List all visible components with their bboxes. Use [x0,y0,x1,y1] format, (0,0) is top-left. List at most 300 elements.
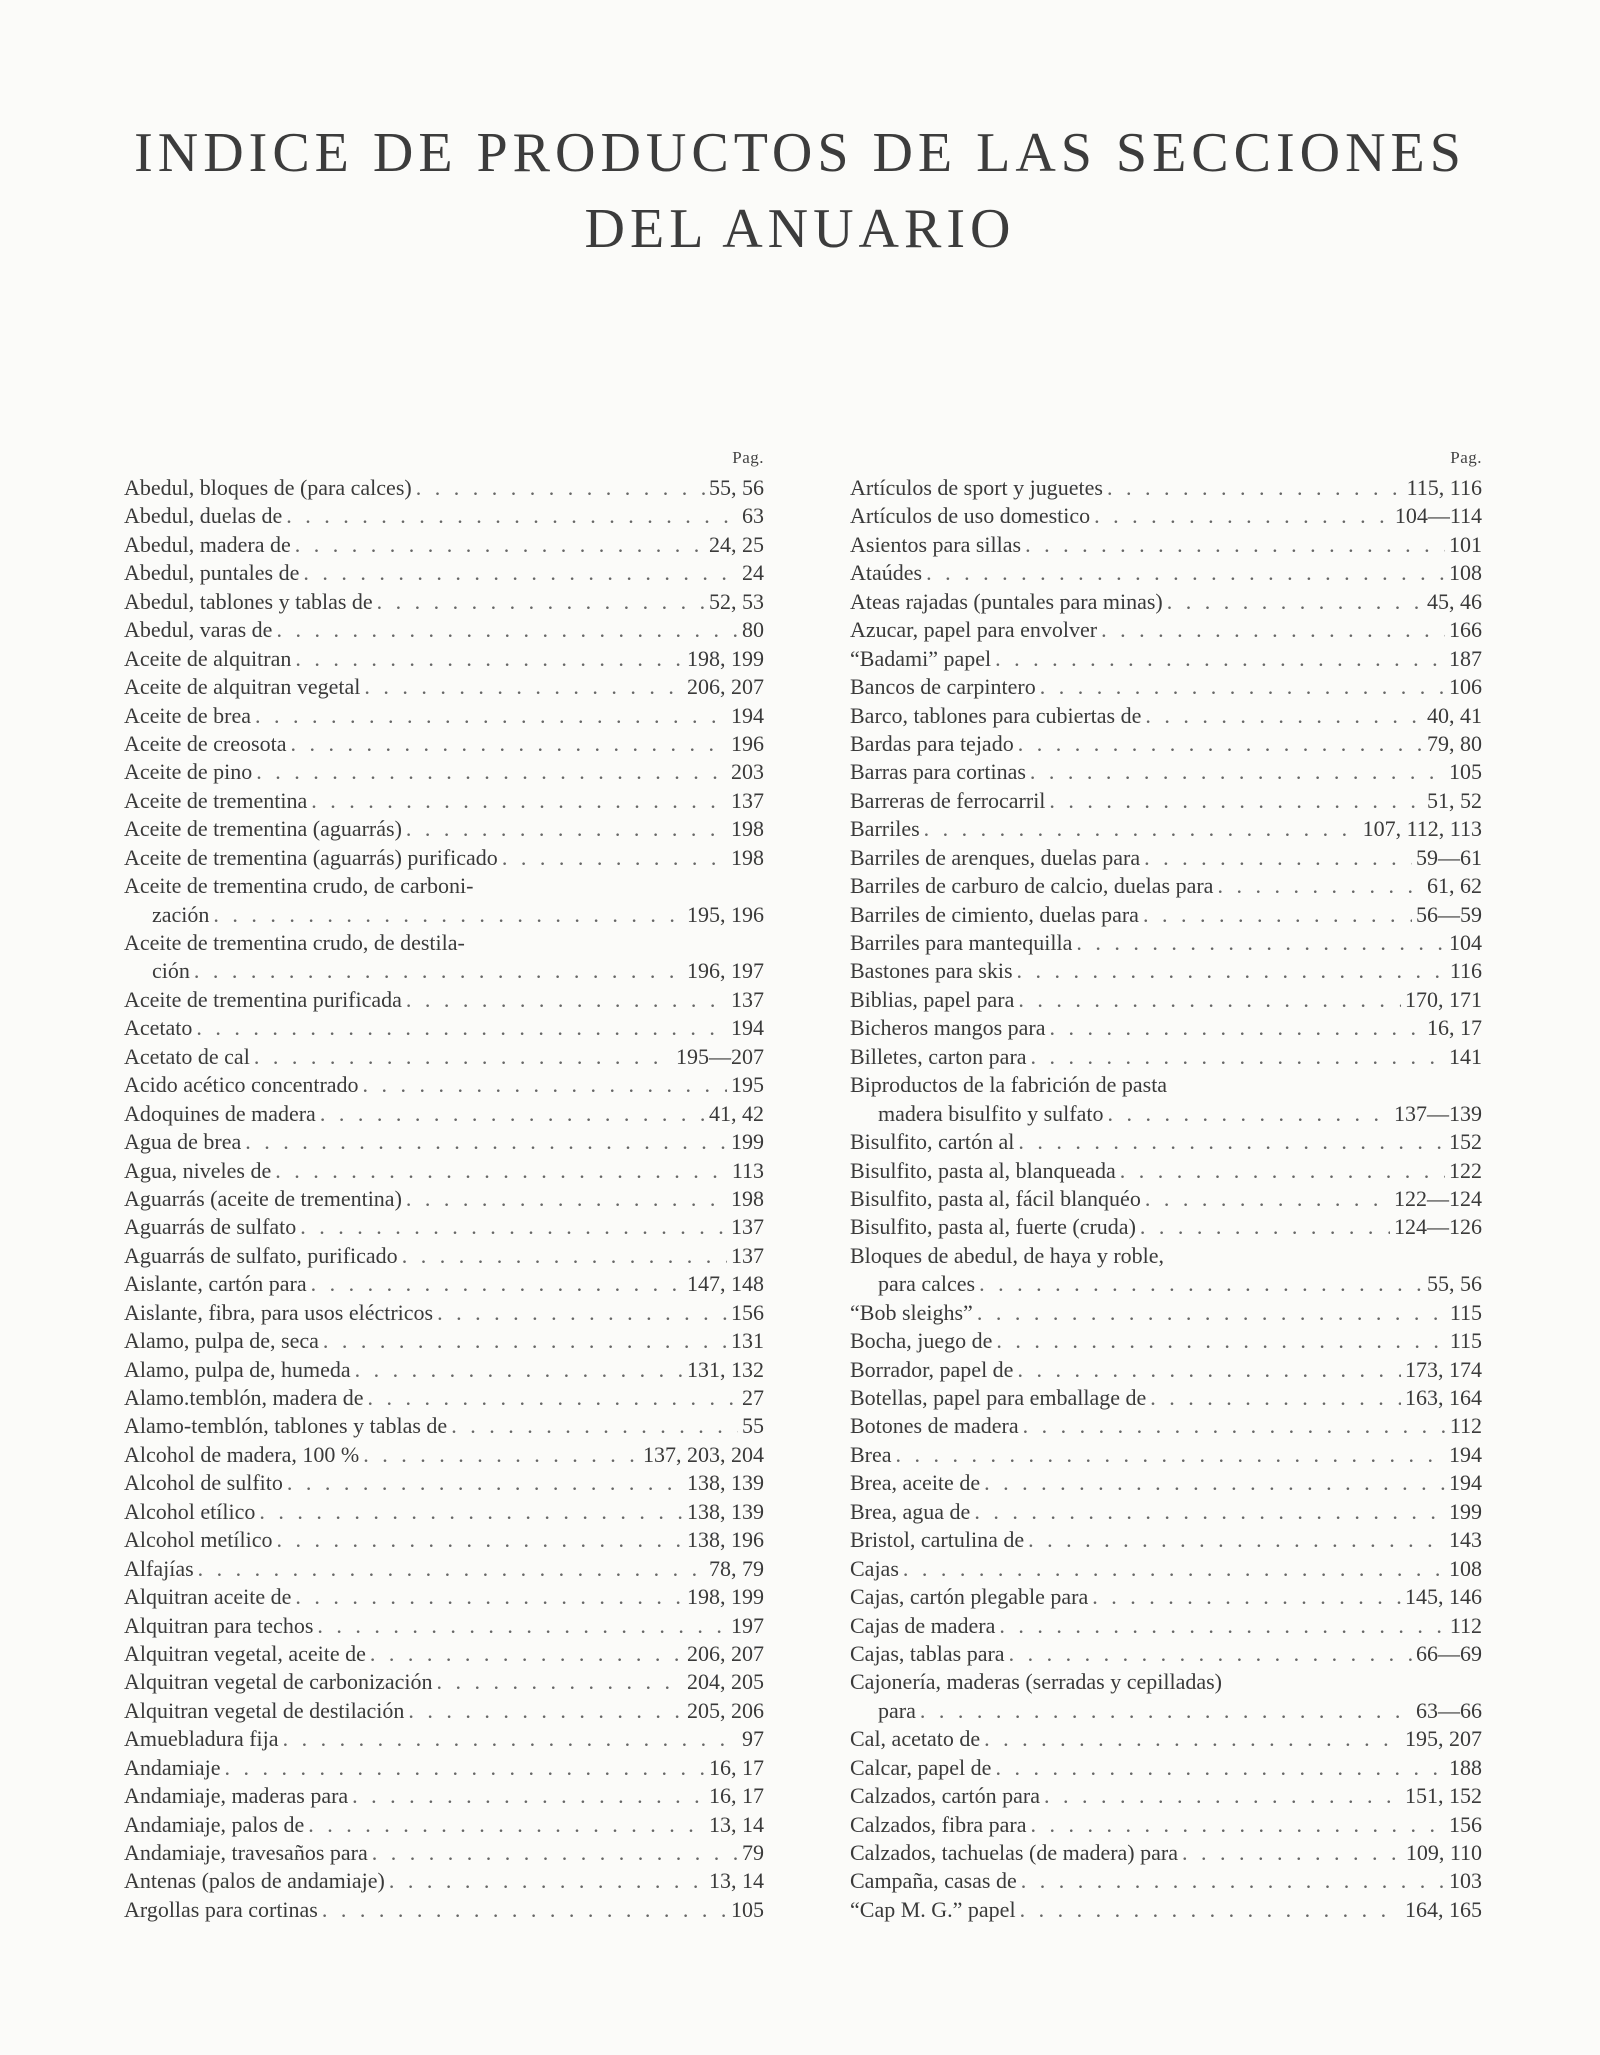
entry-label: Acetato de cal [124,1043,250,1069]
dot-leader [254,1043,672,1071]
dot-leader [1018,730,1423,758]
dot-leader [995,645,1445,673]
index-entry [124,1270,764,1298]
entry-pages: 141 [1449,1043,1482,1069]
dot-leader [1144,844,1412,872]
entry-label: Bocha, juego de [850,1328,993,1354]
entry-label: ción [152,958,190,984]
entry-label: Bristol, cartulina de [850,1527,1025,1553]
entry-pages: 80 [742,617,764,643]
dot-leader [1023,1412,1446,1440]
entry-pages: 104—114 [1394,503,1482,529]
entry-pages: 143 [1449,1527,1482,1553]
dot-leader [1025,531,1445,559]
entry-pages: 131 [731,1328,764,1354]
entry-pages: 59—61 [1416,844,1482,870]
entry-pages: 198 [731,816,764,842]
entry-pages: 116 [1449,958,1482,984]
entry-pages: 138, 139 [687,1498,764,1524]
entry-pages: 16, 17 [1427,1015,1482,1041]
entry-label: Alamo, pulpa de, humeda [124,1356,351,1382]
index-entry [124,645,764,673]
dot-leader [1009,1640,1412,1668]
index-entry [850,1668,1482,1696]
index-entry [850,1100,1482,1128]
dot-leader [225,1754,705,1782]
entry-label: Cajas, tablas para [850,1640,1005,1666]
index-entry [124,872,764,900]
entry-label: Cal, acetato de [850,1726,981,1752]
entry-pages: 131, 132 [687,1356,764,1382]
entry-pages: 194 [731,702,764,728]
index-entry [124,1213,764,1241]
entry-label: Cajas [850,1555,899,1581]
entry-pages: 195 [731,1072,764,1098]
entry-pages: 40, 41 [1427,702,1482,728]
dot-leader [1021,1867,1445,1895]
entry-label: Bisulfito, pasta al, fácil blanquéo [850,1185,1141,1211]
entry-pages: 138, 196 [687,1527,764,1553]
entry-label: Calzados, tachuelas (de madera) para [850,1840,1178,1865]
dot-leader [406,1185,727,1213]
entry-label: Aceite de trementina purificada [124,986,402,1012]
index-entry-list [850,474,1482,1924]
entry-label: Alcohol metílico [124,1527,273,1553]
dot-leader [984,1469,1445,1497]
entry-label: Bisulfito, cartón al [850,1129,1015,1155]
entry-pages: 163, 164 [1405,1385,1482,1410]
entry-label: Alcohol de madera, 100 % [124,1441,360,1467]
entry-pages: 198 [731,844,764,870]
entry-label: Amuebladura fija [124,1726,279,1752]
index-entry [124,1668,764,1696]
entry-label: Calcar, papel de [850,1754,992,1780]
index-entry [850,1327,1482,1355]
index-entry [850,986,1482,1014]
dot-leader [276,1526,683,1554]
index-entry [850,1014,1482,1042]
entry-pages: 195—207 [676,1043,764,1069]
index-entry [124,901,764,929]
dot-leader [1140,1213,1390,1241]
entry-pages: 55 [742,1413,764,1439]
index-entry [124,559,764,587]
index-entry [850,1412,1482,1440]
index-entry [850,872,1482,900]
dot-leader [406,986,727,1014]
entry-pages: 13, 14 [709,1868,764,1894]
dot-leader [920,1697,1412,1725]
index-entry [124,673,764,701]
entry-pages: 13, 14 [709,1811,764,1837]
index-entry [850,1128,1482,1156]
index-entry [850,645,1482,673]
index-entry [850,1469,1482,1497]
index-entry [850,673,1482,701]
entry-label: Aceite de alquitran [124,645,292,671]
dot-leader [367,1384,738,1412]
dot-leader [1150,1384,1401,1412]
index-column-left [124,448,764,1924]
entry-pages: 194 [731,1015,764,1041]
dot-leader [372,1839,738,1867]
index-entry [124,474,764,502]
entry-label: Andamiaje, travesaños para [124,1840,368,1865]
entry-label: madera bisulfito y sulfato [878,1100,1104,1126]
index-entry [850,929,1482,957]
dot-leader [308,1811,705,1839]
index-entry [124,1867,764,1895]
index-entry [124,702,764,730]
entry-pages: 115, 116 [1406,475,1482,500]
entry-label: Botones de madera [850,1413,1019,1439]
index-entry [124,1612,764,1640]
dot-leader [389,1867,705,1895]
dot-leader [320,1100,705,1128]
dot-leader [1017,1356,1401,1384]
dot-leader [1217,872,1423,900]
entry-label: Barriles de cimiento, duelas para [850,901,1139,927]
entry-label: Aceite de trementina crudo, de carboni- [124,873,474,899]
entry-pages: 52, 53 [709,588,764,614]
entry-label: Ataúdes [850,560,923,586]
index-entry [850,1071,1482,1099]
entry-label: Aguarrás de sulfato [124,1214,297,1240]
entry-pages: 187 [1449,645,1482,671]
dot-leader [1120,1157,1445,1185]
dot-leader [286,502,738,530]
entry-label: Aceite de trementina (aguarrás) purificado [124,844,498,870]
dot-leader [1143,901,1412,929]
dot-leader [311,787,727,815]
dot-leader [924,815,1359,843]
index-entry [124,1157,764,1185]
entry-pages: 122—124 [1394,1185,1482,1211]
entry-pages: 145, 146 [1405,1584,1482,1610]
index-entry [124,1839,764,1867]
dot-leader [1018,986,1401,1014]
dot-leader [352,1782,705,1810]
dot-leader [1092,1583,1401,1611]
entry-pages: 137—139 [1394,1100,1482,1126]
index-entry [124,531,764,559]
index-entry [124,588,764,616]
dot-leader [245,1128,727,1156]
entry-label: Acido acético concentrado [124,1072,359,1098]
entry-label: Asientos para sillas [850,531,1022,557]
entry-label: Andamiaje [124,1754,221,1780]
entry-label: “Badami” papel [850,645,992,671]
entry-label: Antenas (palos de andamiaje) [124,1868,385,1894]
index-entry [124,1441,764,1469]
entry-label: Barras para cortinas [850,759,1026,785]
index-column-right [850,448,1482,1924]
entry-pages: 204, 205 [687,1669,764,1695]
entry-pages: 112 [1449,1413,1482,1439]
dot-leader [1050,1014,1424,1042]
dot-leader [1182,1839,1402,1867]
entry-pages: 194 [1449,1441,1482,1467]
entry-label: Aceite de pino [124,759,253,785]
entry-label: “Bob sleighs” [850,1299,973,1325]
entry-pages: 106 [1449,674,1482,700]
dot-leader [287,1469,683,1497]
dot-leader [974,1498,1445,1526]
index-entry [850,758,1482,786]
entry-pages: 137 [731,787,764,813]
index-entry [124,1725,764,1753]
index-entry [850,1867,1482,1895]
entry-pages: 107, 112, 113 [1362,816,1482,842]
entry-label: Botellas, papel para emballage de [850,1385,1147,1410]
entry-pages: 104 [1449,930,1482,955]
entry-label: Bicheros mangos para [850,1015,1046,1041]
index-entry [124,815,764,843]
index-entry [850,1441,1482,1469]
entry-label: Andamiaje, palos de [124,1811,305,1837]
index-entry [850,1612,1482,1640]
entry-label: Adoquines de madera [124,1100,316,1126]
dot-leader [311,1270,683,1298]
dot-leader [1049,787,1423,815]
entry-pages: 138, 139 [687,1470,764,1496]
entry-pages: 147, 148 [687,1271,764,1297]
index-entry [124,1782,764,1810]
dot-leader [295,1583,683,1611]
entry-pages: 151, 152 [1405,1783,1482,1809]
entry-pages: 79, 80 [1427,730,1482,756]
page-column-header: Pag. [1450,448,1482,467]
index-entry [124,844,764,872]
index-entry [124,1896,764,1924]
entry-label: Alcohol etílico [124,1498,256,1524]
dot-leader [416,474,705,502]
entry-pages: 66—69 [1416,1640,1482,1666]
entry-pages: 115 [1449,1328,1482,1354]
entry-pages: 56—59 [1416,901,1482,927]
entry-pages: 137 [731,1242,764,1268]
index-entry [124,929,764,957]
index-entry [850,1384,1482,1412]
index-entry [850,1242,1482,1270]
dot-leader [408,1697,683,1725]
index-entry [850,1157,1482,1185]
entry-pages: 197 [731,1612,764,1638]
entry-pages: 198, 199 [687,645,764,671]
entry-pages: 173, 174 [1405,1356,1482,1382]
entry-pages: 196 [731,730,764,756]
page-title-line-2: DEL ANUARIO [584,198,1016,260]
dot-leader [300,1213,727,1241]
index-entry [124,1327,764,1355]
entry-pages: 115 [1449,1299,1482,1325]
entry-pages: 105 [1449,759,1482,785]
dot-leader [213,901,683,929]
entry-pages: 164, 165 [1405,1896,1482,1922]
index-entry [124,1242,764,1270]
dot-leader [275,1157,728,1185]
index-entry [850,1356,1482,1384]
dot-leader [999,1612,1445,1640]
dot-leader [1040,673,1445,701]
entry-pages: 199 [731,1129,764,1155]
entry-pages: 203 [731,759,764,785]
entry-pages: 205, 206 [687,1697,764,1723]
entry-label: Abedul, duelas de [124,503,283,529]
entry-pages: 103 [1449,1868,1482,1894]
entry-pages: 41, 42 [709,1100,764,1126]
dot-leader [995,1754,1445,1782]
index-entry [124,1555,764,1583]
entry-pages: 137 [731,1214,764,1240]
entry-label: Bisulfito, pasta al, blanqueada [850,1157,1116,1183]
index-entry [124,1811,764,1839]
dot-leader [1044,1782,1401,1810]
index-entry [124,1043,764,1071]
index-entry [850,844,1482,872]
entry-label: Aceite de alquitran vegetal [124,674,361,700]
index-entry [124,1014,764,1042]
dot-leader [1020,1896,1401,1924]
dot-leader [979,1270,1423,1298]
entry-pages: 137 [731,986,764,1012]
entry-pages: 63—66 [1416,1697,1482,1723]
dot-leader [1030,758,1445,786]
entry-label: Argollas para cortinas [124,1896,318,1922]
dot-leader [1107,474,1403,502]
index-entry [124,1299,764,1327]
index-entry [850,1697,1482,1725]
entry-label: Aceite de brea [124,702,252,728]
entry-label: Bisulfito, pasta al, fuerte (cruda) [850,1214,1136,1240]
entry-pages: 194 [1449,1470,1482,1496]
dot-leader [322,1896,727,1924]
index-entry [124,1100,764,1128]
entry-label: Cajonería, maderas (serradas y cepilladas) [850,1669,1222,1695]
entry-pages: 55, 56 [1427,1271,1482,1297]
entry-label: Alamo.temblón, madera de [124,1385,364,1410]
entry-label: Bancos de carpintero [850,674,1036,700]
entry-label: Aceite de trementina (aguarrás) [124,816,402,842]
entry-label: Abedul, bloques de (para calces) [124,475,412,500]
index-entry [850,1839,1482,1867]
entry-label: Aislante, fibra, para usos eléctricos [124,1299,434,1325]
entry-label: para [878,1697,916,1723]
index-entry [850,1896,1482,1924]
index-entry [850,815,1482,843]
dot-leader [283,1725,738,1753]
index-entry [850,1555,1482,1583]
entry-pages: 113 [731,1157,764,1183]
dot-leader [402,1242,727,1270]
dot-leader [1031,1811,1445,1839]
index-entry [850,474,1482,502]
index-entry [124,502,764,530]
dot-leader [355,1356,683,1384]
index-entry [850,1583,1482,1611]
index-entry [850,1754,1482,1782]
dot-leader [323,1327,727,1355]
dot-leader [1101,616,1445,644]
entry-label: Alquitran vegetal de destilación [124,1697,405,1723]
entry-label: Aguarrás de sulfato, purificado [124,1242,398,1268]
index-entry [850,1213,1482,1241]
dot-leader [276,616,738,644]
entry-label: Brea, aceite de [850,1470,981,1496]
entry-label: Bardas para tejado [850,730,1014,756]
entry-pages: 97 [742,1726,764,1752]
entry-label: Alamo-temblón, tablones y tablas de [124,1413,448,1439]
index-entry [850,588,1482,616]
entry-pages: 198, 199 [687,1584,764,1610]
dot-leader [406,815,727,843]
entry-pages: 51, 52 [1427,787,1482,813]
entry-pages: 156 [1449,1811,1482,1837]
entry-label: zación [152,901,210,927]
entry-label: Aceite de trementina [124,787,308,813]
index-entry [850,1811,1482,1839]
index-entry [124,787,764,815]
dot-leader [194,957,683,985]
entry-pages: 152 [1449,1129,1482,1155]
dot-leader [1167,588,1423,616]
index-entry [850,559,1482,587]
dot-leader [364,673,683,701]
index-entry [850,616,1482,644]
index-entry [850,1043,1482,1071]
index-entry [124,1640,764,1668]
entry-pages: 122 [1449,1157,1482,1183]
dot-leader [290,730,727,758]
dot-leader [255,702,727,730]
entry-label: Barriles de carburo de calcio, duelas para [850,873,1214,899]
dot-leader [1094,502,1391,530]
entry-pages: 63 [742,503,764,529]
index-entry [850,957,1482,985]
index-entry [124,1754,764,1782]
entry-pages: 108 [1449,1555,1482,1581]
entry-pages: 188 [1449,1754,1482,1780]
index-entry [850,730,1482,758]
dot-leader [259,1498,683,1526]
dot-leader [1031,1043,1445,1071]
entry-label: Acetato [124,1015,193,1041]
page-title [0,115,1600,267]
entry-label: Cajas de madera [850,1612,996,1638]
entry-pages: 45, 46 [1427,588,1482,614]
dot-leader [196,1014,727,1042]
dot-leader [295,531,705,559]
entry-label: Abedul, varas de [124,617,273,643]
entry-pages: 124—126 [1394,1214,1482,1240]
entry-pages: 166 [1449,617,1482,643]
entry-label: Cajas, cartón plegable para [850,1584,1089,1610]
entry-pages: 27 [742,1385,764,1410]
index-entry [124,957,764,985]
entry-label: Ateas rajadas (puntales para minas) [850,588,1163,614]
index-entry [124,1697,764,1725]
entry-pages: 61, 62 [1427,873,1482,899]
entry-pages: 198 [731,1185,764,1211]
dot-leader [317,1612,727,1640]
index-entry [850,1782,1482,1810]
entry-label: Biblias, papel para [850,986,1015,1012]
dot-leader [1018,1128,1445,1156]
index-entry [124,1128,764,1156]
entry-label: Brea, agua de [850,1498,971,1524]
dot-leader [984,1725,1401,1753]
index-entry [124,1412,764,1440]
